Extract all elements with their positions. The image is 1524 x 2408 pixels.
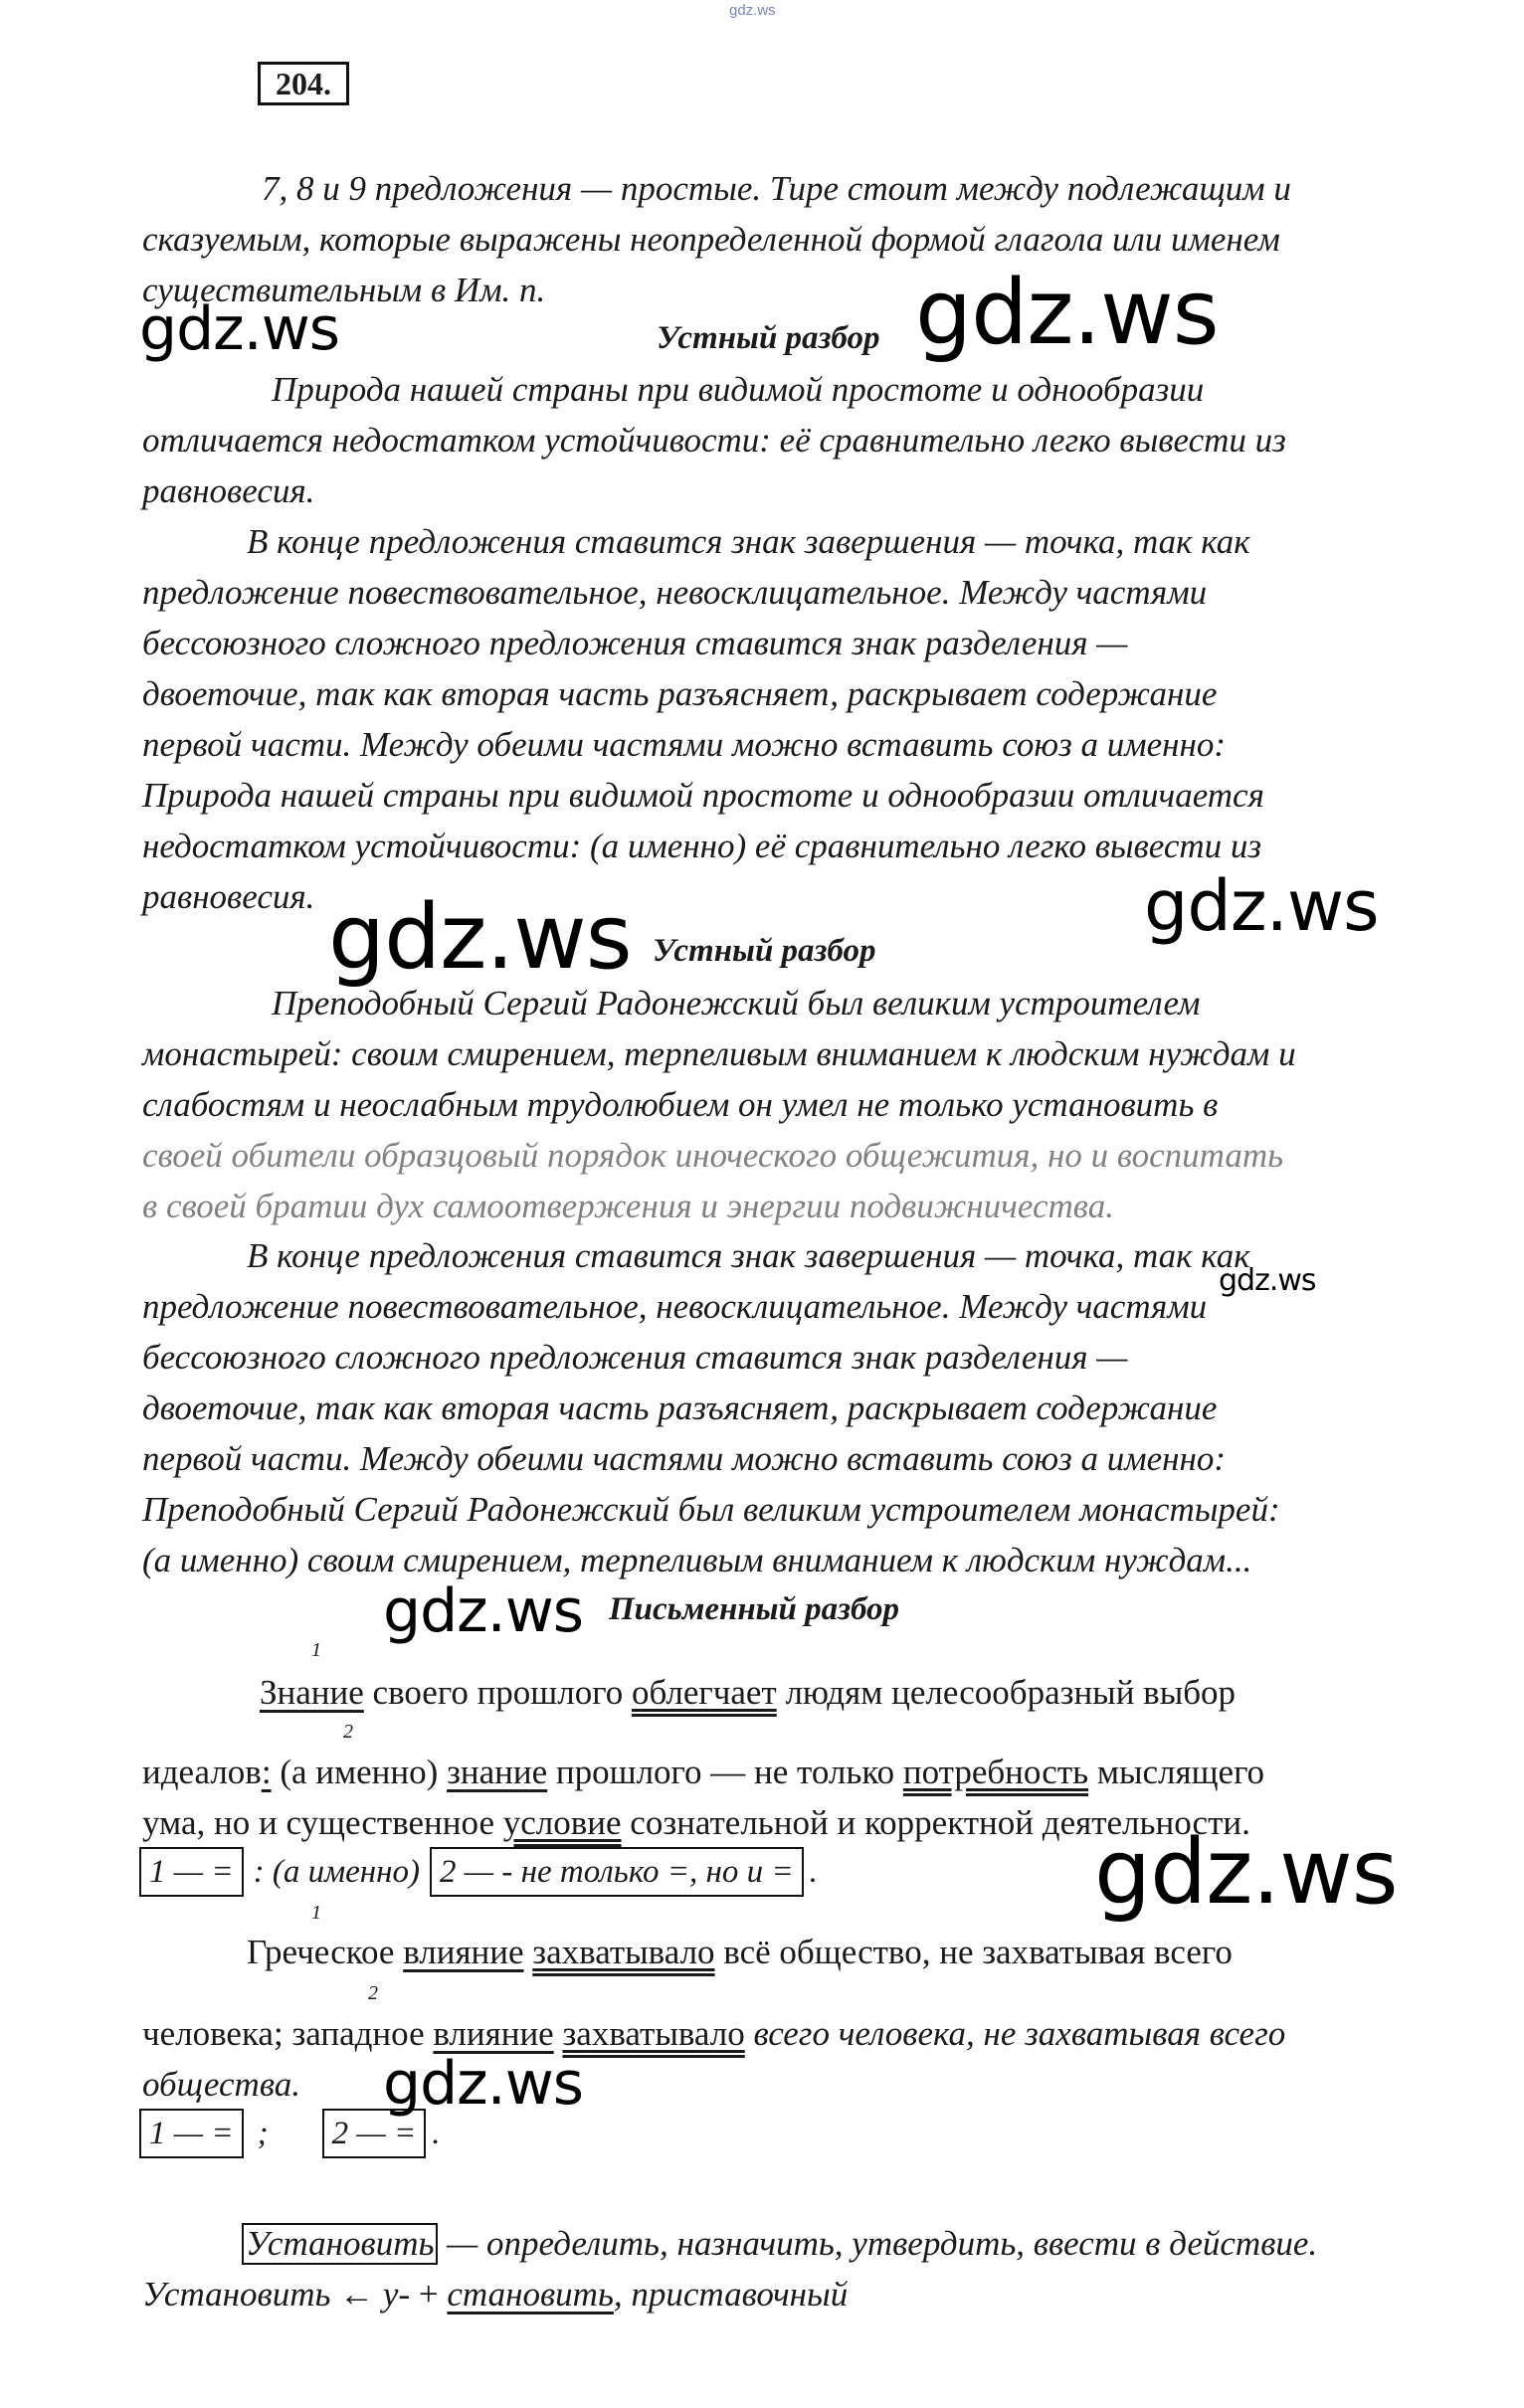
text-line: (а именно) своим смирением, терпеливым вниманием к людским нуждам... [142,1541,1252,1579]
text-line: Преподобный Сергий Радонежский был великим устроителем [272,984,1201,1022]
subject: влияние [433,2014,554,2053]
part-number: 1 [311,1902,321,1924]
top-watermark: gdz.ws [729,2,776,19]
predicate: захватывало [532,1933,715,1971]
text-line: предложение повествовательное, невосклицательное. Между частями [142,1287,1208,1326]
subject: Знание [260,1673,364,1712]
word-analysis-line-1 [142,2218,1317,2269]
watermark: gdz.ws [383,2049,584,2119]
text-fragment: всего человека, не захватывая всего [744,2014,1286,2053]
written-sentence-1-line-2 [142,1747,1264,1797]
text-line: бессоюзного сложного предложения ставится знак разделения — [142,1338,1128,1377]
oral-analysis-header: Устный разбор [657,320,880,356]
text-line: двоеточие, так как вторая часть разъясняет, раскрывает содержание [142,1389,1218,1427]
text-line: предложение повествовательное, невосклицательное. Между частями [142,573,1208,612]
text-fragment: своего прошлого [363,1673,632,1712]
written-sentence-2-line-3 [142,2059,300,2110]
scheme-part-2: 2 — = [322,2109,427,2158]
watermark: gdz.ws [328,885,632,990]
scheme-connector: ; [257,2116,269,2151]
oral-analysis-header: Устный разбор [653,933,876,969]
text-fragment: сознательной и корректной деятельности. [621,1803,1250,1842]
text-line: Преподобный Сергий Радонежский был великим устроителем монастырей: [142,1490,1280,1529]
written-sentence-1-line-3 [142,1797,1250,1848]
watermark: gdz.ws [383,1576,584,1646]
arrow-icon: ← [330,2275,383,2314]
text-fragment: всё общество, не захватывая всего [714,1933,1233,1971]
text-fragment: идеалов [142,1753,262,1791]
prefix: у- [382,2275,411,2314]
sentence-2 [142,978,1435,1231]
written-sentence-1-line-1 [142,1667,1236,1718]
watermark: gdz.ws [1144,865,1379,947]
written-analysis-header: Письменный разбор [609,1591,900,1627]
colon-mark: : [261,1753,272,1791]
predicate: захватывало [562,2014,745,2053]
text-line: сказуемым, которые выражены неопределенной формой глагола или именем [142,220,1280,259]
part-number: 2 [343,1721,353,1743]
text-fragment: человека; западное [142,2014,434,2053]
word-definition: — определить, назначить, утвердить, ввести в действие. [438,2224,1318,2263]
text-line: в своей братии дух самоотвержения и энергии подвижничества. [142,1187,1114,1225]
text-fragment: общества. [142,2065,301,2104]
written-sentence-2-line-1 [142,1927,1233,1977]
text-line: 7, 8 и 9 предложения — простые. Тире стоит между подлежащим и [262,169,1291,208]
text-line: слабостям и неослабным трудолюбием он умел не только установить в [142,1085,1219,1124]
scheme-part-1: 1 — = [139,2109,244,2158]
plus-sign: + [410,2275,448,2314]
part-number: 2 [368,1982,378,2004]
subject: влияние [403,1933,524,1971]
text-line: отличается недостатком устойчивости: её сравнительно легко вывести из [142,421,1286,460]
scheme-end: . [432,2116,441,2151]
text-fragment: Греческое [247,1933,404,1971]
intro-paragraph [142,163,1435,315]
analyzed-word: Установить [242,2223,438,2265]
sentence-1 [142,364,1435,516]
text-line: бессоюзного сложного предложения ставится знак разделения — [142,624,1128,662]
derivation-word: Установить [142,2275,331,2314]
predicate: потребность [902,1753,1089,1791]
predicate: облегчает [631,1673,777,1712]
text-fragment: людям целесообразный выбор [776,1673,1237,1712]
exercise-number: 204. [258,62,349,105]
watermark: gdz.ws [139,294,340,364]
part-number: 1 [311,1639,321,1661]
subject: знание [447,1753,548,1791]
text-fragment: мыслящего [1088,1753,1265,1791]
text-line: своей обители образцовый порядок иноческого общежития, но и воспитать [142,1136,1284,1175]
text-line: В конце предложения ставится знак завершения — точка, так как [247,522,1250,561]
text-line: двоеточие, так как вторая часть разъясняет, раскрывает содержание [142,674,1218,713]
base-word: становить [447,2275,614,2314]
analysis-1 [142,516,1435,922]
scheme-part-1: 1 — = [139,1847,244,1897]
text-line: монастырей: своим смирением, терпеливым вниманием к людским нуждам и [142,1034,1296,1073]
predicate: условие [502,1803,622,1842]
scheme-end: . [809,1854,818,1890]
word-analysis-line-2 [142,2269,848,2319]
watermark: gdz.ws [1219,1263,1316,1298]
text-line: В конце предложения ставится знак завершения — точка, так как [247,1236,1250,1275]
text-line: Природа нашей страны при видимой простоте и однообразии отличается [142,776,1264,815]
text-line: Природа нашей страны при видимой простоте и однообразии [272,370,1205,409]
text-line: равновесия. [142,471,315,510]
written-sentence-2-line-2 [142,2008,1285,2059]
text-line: недостатком устойчивости: (а именно) её сравнительно легко вывести из [142,827,1262,865]
text-line: первой части. Между обеими частями можно вставить союз а именно: [142,1439,1226,1478]
text-fragment: ума, но и существенное [142,1803,503,1842]
watermark: gdz.ws [1094,1820,1398,1925]
scheme-connector: : (а именно) [253,1854,421,1890]
text-line: равновесия. [142,877,315,916]
text-line: существительным в Им. п. [142,271,546,309]
text-fragment: прошлого — не только [547,1753,903,1791]
scheme-part-2: 2 — - не только =, но и = [430,1847,804,1897]
watermark: gdz.ws [915,261,1219,365]
text-fragment: (а именно) [271,1753,448,1791]
text-line: первой части. Между обеими частями можно вставить союз а именно: [142,725,1226,764]
text-fragment [524,1933,533,1971]
sentence-scheme-1 [139,1847,818,1897]
derivation-type: , приставочный [613,2275,849,2314]
